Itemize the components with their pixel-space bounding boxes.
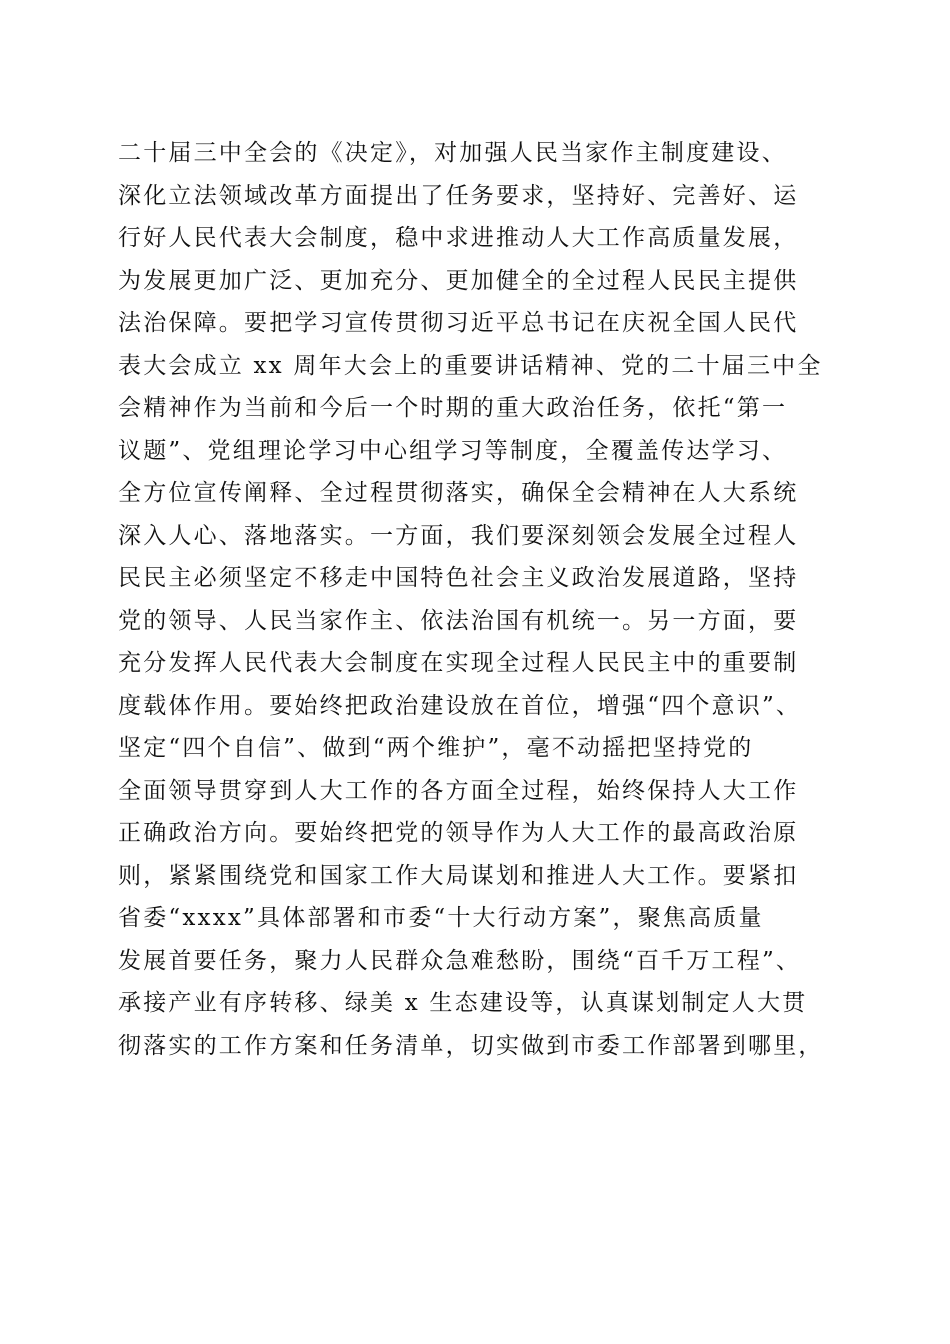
- text-line: 为发展更加广泛、更加充分、更加健全的全过程人民民主提供: [118, 267, 799, 294]
- body-paragraph: [118, 132, 838, 1067]
- text-line: 党的领导、人民当家作主、依法治国有机统一。另一方面，要: [118, 607, 799, 634]
- text-line: 彻落实的工作方案和任务清单，切实做到市委工作部署到哪里，: [118, 1032, 824, 1059]
- text-line: 议题”、党组理论学习中心组学习等制度，全覆盖传达学习、: [118, 437, 788, 464]
- text-line: 行好人民代表大会制度，稳中求进推动人大工作高质量发展，: [118, 225, 799, 251]
- text-line: 会精神作为当前和今后一个时期的重大政治任务，依托“第一: [118, 395, 788, 421]
- text-line: 法治保障。要把学习宣传贯彻习近平总书记在庆祝全国人民代: [118, 310, 799, 336]
- text-line: 则，紧紧围绕党和国家工作大局谋划和推进人大工作。要紧扣: [118, 862, 799, 889]
- text-line: 表大会成立 xx 周年大会上的重要讲话精神、党的二十届三中全: [118, 352, 823, 379]
- text-line: 省委“xxxx”具体部署和市委“十大行动方案”，聚焦高质量: [118, 905, 764, 931]
- text-line: 承接产业有序转移、绿美 x 生态建设等，认真谋划制定人大贯: [118, 990, 808, 1016]
- text-line: 全方位宣传阐释、全过程贯彻落实，确保全会精神在人大系统: [118, 480, 799, 506]
- text-line: 度载体作用。要始终把政治建设放在首位，增强“四个意识”、: [118, 692, 802, 719]
- text-line: 全面领导贯穿到人大工作的各方面全过程，始终保持人大工作: [118, 777, 799, 804]
- text-line: 深入人心、落地落实。一方面，我们要深刻领会发展全过程人: [118, 522, 799, 549]
- text-line: 民民主必须坚定不移走中国特色社会主义政治发展道路，坚持: [118, 565, 799, 591]
- text-line: 坚定“四个自信”、做到“两个维护”，毫不动摇把坚持党的: [118, 735, 754, 761]
- text-line: 充分发挥人民代表大会制度在实现全过程人民民主中的重要制: [118, 650, 799, 676]
- text-line: 发展首要任务，聚力人民群众急难愁盼，围绕“百千万工程”、: [118, 947, 802, 974]
- text-line: 正确政治方向。要始终把党的领导作为人大工作的最高政治原: [118, 820, 799, 846]
- text-line: 深化立法领域改革方面提出了任务要求，坚持好、完善好、运: [118, 182, 799, 209]
- text-line: 二十届三中全会的《决定》，对加强人民当家作主制度建设、: [118, 140, 787, 166]
